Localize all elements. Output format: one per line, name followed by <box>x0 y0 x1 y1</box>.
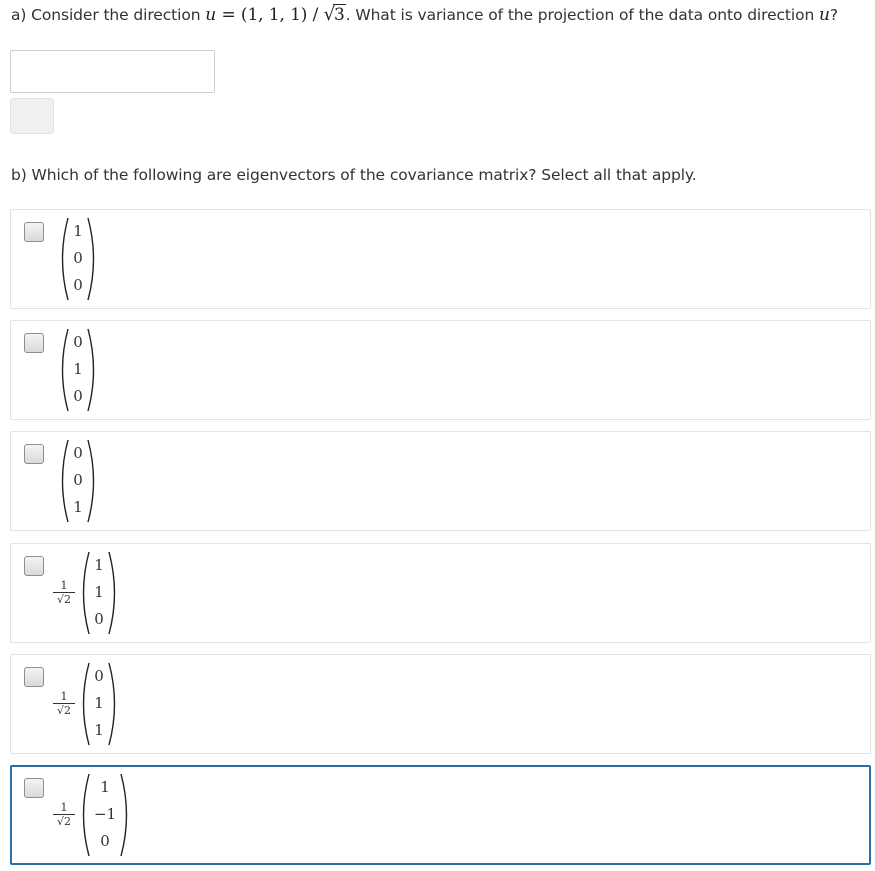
choice-vector-3[interactable] <box>10 431 871 531</box>
right-paren-icon <box>86 327 100 413</box>
vector-entry: 0 <box>94 667 104 685</box>
vector-entry: 0 <box>73 249 83 267</box>
vector-entry: 1 <box>94 556 104 574</box>
question-a-text: a) Consider the direction u = (1, 1, 1) / √3. What is variance of the projection of the data onto direction u? <box>11 4 839 25</box>
vector-entry: 1 <box>73 222 83 240</box>
vector-entry: 0 <box>94 610 104 628</box>
check-button[interactable] <box>10 98 54 134</box>
choice-vector-5[interactable] <box>10 654 871 754</box>
vector-entry: 1 <box>94 721 104 739</box>
vector-entry: 0 <box>73 444 83 462</box>
vector-entry: 0 <box>100 832 110 850</box>
choice-vector-2[interactable] <box>10 320 871 420</box>
vector-entry: 1 <box>94 694 104 712</box>
choice-vector-6[interactable] <box>10 765 871 865</box>
vector-entry: 0 <box>73 471 83 489</box>
checkbox[interactable] <box>24 667 44 687</box>
vector-entry: 0 <box>73 387 83 405</box>
right-paren-icon <box>119 772 133 858</box>
vector-entry: 1 <box>73 498 83 516</box>
right-paren-icon <box>107 550 121 636</box>
question-a-prefix: a) Consider the direction <box>11 6 206 24</box>
vector-entry: 1 <box>73 360 83 378</box>
checkbox[interactable] <box>24 556 44 576</box>
vector-entry: 0 <box>73 333 83 351</box>
question-a-suffix: . What is variance of the projection of the data onto direction <box>345 6 820 24</box>
checkbox[interactable] <box>24 778 44 798</box>
scale-fraction: $\frac{1}{√2}$ <box>53 691 75 716</box>
right-paren-icon <box>107 661 121 747</box>
scale-fraction: $\frac{1}{√2}$ <box>53 580 75 605</box>
checkbox[interactable] <box>24 444 44 464</box>
scale-fraction: $\frac{1}{√2}$ <box>53 802 75 827</box>
question-b-text: b) Which of the following are eigenvectors of the covariance matrix? Select all that apply. <box>11 166 697 184</box>
vector-entry: 1 <box>100 778 110 796</box>
vector-entry: 1 <box>94 583 104 601</box>
vector-entry: −1 <box>93 805 117 823</box>
checkbox[interactable] <box>24 333 44 353</box>
right-paren-icon <box>86 438 100 524</box>
right-paren-icon <box>86 216 100 302</box>
choice-vector-4[interactable] <box>10 543 871 643</box>
choice-vector-1[interactable] <box>10 209 871 309</box>
answer-input[interactable] <box>10 50 215 93</box>
checkbox[interactable] <box>24 222 44 242</box>
vector-entry: 0 <box>73 276 83 294</box>
math-direction-u: u = (1, 1, 1) / √3 <box>205 4 345 25</box>
